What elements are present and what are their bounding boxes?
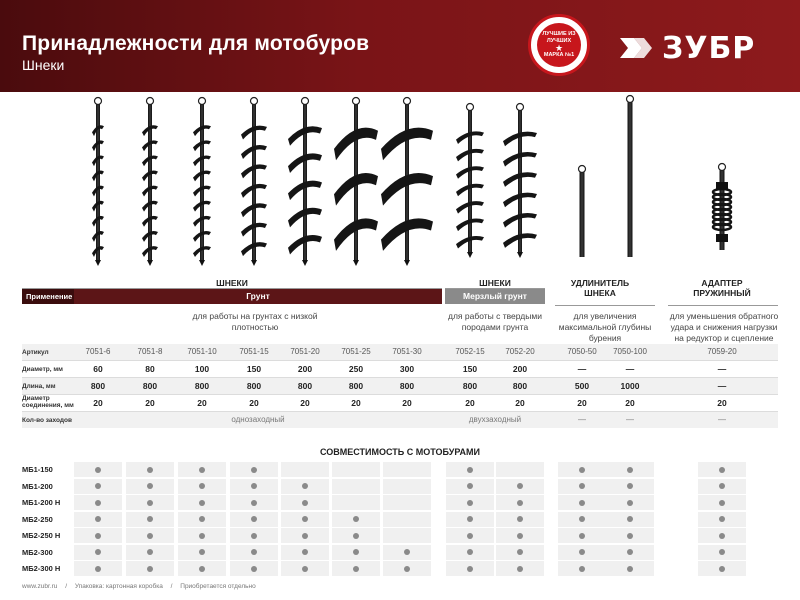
spec-cell-conn: 20 xyxy=(145,398,155,408)
spec-cell-starts: — xyxy=(578,415,586,424)
compat-dot xyxy=(467,549,473,555)
compat-dot xyxy=(467,566,473,572)
compat-dot xyxy=(95,533,101,539)
spec-cell-conn: 20 xyxy=(465,398,475,408)
compat-dot xyxy=(404,549,410,555)
extension-image-7050-100 xyxy=(627,96,634,258)
header-banner xyxy=(0,0,800,92)
spec-cell-starts: — xyxy=(718,415,726,424)
compat-cell xyxy=(281,462,329,477)
section-title-adapter: АДАПТЕР ПРУЖИННЫЙ xyxy=(693,278,751,298)
compat-dot xyxy=(251,566,257,572)
compat-dot xyxy=(95,467,101,473)
page-subtitle: Шнеки xyxy=(22,57,65,73)
compat-dot xyxy=(517,483,523,489)
spec-cell-conn: 20 xyxy=(625,398,635,408)
compat-dot xyxy=(719,483,725,489)
spec-cell-article: 7050-100 xyxy=(613,347,647,356)
compat-dot xyxy=(251,533,257,539)
compat-dot xyxy=(95,500,101,506)
footer: www.zubr.ru / Упаковка: картонная коробка / Приобретается отдельно xyxy=(22,583,256,590)
spec-cell-length: 500 xyxy=(574,381,590,391)
spec-cell-article: 7059-20 xyxy=(707,347,737,356)
spec-cell-diameter: 250 xyxy=(348,364,364,374)
compat-dot xyxy=(467,483,473,489)
section-title-augers-frozen: ШНЕКИ xyxy=(479,278,511,288)
compat-dot xyxy=(251,467,257,473)
compat-dot xyxy=(404,566,410,572)
compat-cell xyxy=(332,495,380,510)
spec-cell-conn: 20 xyxy=(717,398,727,408)
spec-row-label: Артикул xyxy=(22,349,49,356)
spec-cell-diameter: — xyxy=(717,364,727,374)
compat-dot xyxy=(719,533,725,539)
compat-dot xyxy=(627,500,633,506)
spec-row-label: Диаметр соединения, мм xyxy=(22,395,74,409)
desc-frozen: для работы с твердыми породами грунта xyxy=(448,311,542,332)
spec-row-label: Диаметр, мм xyxy=(22,366,63,373)
auger-image-7051-25 xyxy=(334,98,378,267)
compat-dot xyxy=(719,516,725,522)
compat-dot xyxy=(467,516,473,522)
spec-cell-article: 7051-8 xyxy=(137,347,163,356)
compat-dot xyxy=(95,483,101,489)
spec-cell-length: 800 xyxy=(462,381,478,391)
spec-cell-length: 800 xyxy=(142,381,158,391)
auger-image-7051-15 xyxy=(241,98,267,267)
compat-dot xyxy=(251,500,257,506)
spec-cell-article: 7051-15 xyxy=(239,347,269,356)
compat-dot xyxy=(95,516,101,522)
spec-cell-length: 800 xyxy=(348,381,364,391)
compat-dot xyxy=(719,500,725,506)
compat-dot xyxy=(353,516,359,522)
compat-dot xyxy=(627,516,633,522)
compat-dot xyxy=(147,566,153,572)
section-title-augers: ШНЕКИ xyxy=(216,278,248,288)
spec-cell-diameter: — xyxy=(625,364,635,374)
desc-soil: для работы на грунтах с низкой плотностью xyxy=(192,311,318,332)
brand-name: ЗУБР xyxy=(662,30,756,66)
spec-cell-conn: 20 xyxy=(197,398,207,408)
compat-dot xyxy=(719,566,725,572)
spec-cell-starts: — xyxy=(626,415,634,424)
compat-dot xyxy=(627,549,633,555)
spec-cell-article: 7052-15 xyxy=(455,347,485,356)
spec-cell-length: 800 xyxy=(246,381,262,391)
compat-dot xyxy=(517,566,523,572)
spec-row-label: Кол-во заходов xyxy=(22,417,72,424)
footer-packaging: Упаковка: картонная коробка xyxy=(74,583,163,590)
compat-dot xyxy=(147,549,153,555)
compat-dot xyxy=(517,533,523,539)
spec-cell-conn: 20 xyxy=(577,398,587,408)
compat-cell xyxy=(383,528,431,543)
compat-model-label: МБ1-200 xyxy=(22,481,53,491)
application-frozen-bar: Мерзлый грунт xyxy=(445,289,545,304)
compat-dot xyxy=(302,549,308,555)
footer-site[interactable]: www.zubr.ru xyxy=(22,583,58,590)
compat-cell xyxy=(383,512,431,527)
spec-cell-length: 800 xyxy=(90,381,106,391)
compat-cell xyxy=(383,495,431,510)
page-title: Принадлежности для мотобуров xyxy=(22,32,370,55)
compat-dot xyxy=(353,566,359,572)
spec-cell-diameter: 300 xyxy=(399,364,415,374)
spec-cell-length: 1000 xyxy=(620,381,640,391)
compat-dot xyxy=(627,467,633,473)
compat-dot xyxy=(251,483,257,489)
compat-dot xyxy=(719,467,725,473)
auger-images xyxy=(92,96,731,267)
extension-image-7050-50 xyxy=(579,166,586,258)
compat-model-label: МБ2-300 Н xyxy=(22,564,61,573)
compat-dot xyxy=(467,467,473,473)
compat-dot xyxy=(199,500,205,506)
spec-cell-conn: 20 xyxy=(249,398,259,408)
compat-cell xyxy=(496,462,544,477)
compat-model-label: МБ2-250 Н xyxy=(22,531,61,540)
auger-image-7051-8 xyxy=(142,98,158,267)
compat-dot xyxy=(302,533,308,539)
compat-model-label: МБ2-250 xyxy=(22,514,53,524)
compat-dot xyxy=(199,566,205,572)
brand-arrows-icon xyxy=(620,35,654,61)
compat-dot xyxy=(579,549,585,555)
compat-dot xyxy=(199,483,205,489)
compat-dot xyxy=(467,533,473,539)
compat-dot xyxy=(627,533,633,539)
compat-dot xyxy=(147,533,153,539)
compat-dot xyxy=(579,500,585,506)
compat-cell xyxy=(332,462,380,477)
auger-image-7051-6 xyxy=(92,98,104,267)
product-images xyxy=(0,92,800,272)
desc-adapter: для уменьшения обратного удара и снижения нагрузки на редуктор и сцепление xyxy=(669,311,779,343)
footer-sold-separately: Приобретается отдельно xyxy=(180,583,256,590)
compat-dot xyxy=(353,549,359,555)
spec-cell-conn: 20 xyxy=(402,398,412,408)
compat-dot xyxy=(199,549,205,555)
compat-model-label: МБ1-200 Н xyxy=(22,498,61,507)
spec-cell-conn: 20 xyxy=(93,398,103,408)
compat-model-label: МБ1-150 xyxy=(22,465,53,474)
compat-dot xyxy=(147,500,153,506)
spec-cell-diameter: 200 xyxy=(297,364,313,374)
compat-dot xyxy=(579,483,585,489)
spec-cell-diameter: 150 xyxy=(246,364,262,374)
spec-cell-diameter: 100 xyxy=(194,364,210,374)
compat-cell xyxy=(332,479,380,494)
spec-cell-diameter: 150 xyxy=(462,364,478,374)
compat-dot xyxy=(199,533,205,539)
compat-dot xyxy=(579,467,585,473)
spec-cell-article: 7050-50 xyxy=(567,347,597,356)
compat-dot xyxy=(147,483,153,489)
compat-dot xyxy=(251,549,257,555)
spec-cell-diameter: 80 xyxy=(145,364,155,374)
spec-cell-starts: однозаходный xyxy=(231,415,285,424)
section-title-extension: УДЛИНИТЕЛЬ ШНЕКА xyxy=(570,278,630,298)
compat-dot xyxy=(199,467,205,473)
spec-cell-diameter: 200 xyxy=(512,364,528,374)
compat-dot xyxy=(95,549,101,555)
compat-dot xyxy=(353,533,359,539)
spec-cell-conn: 20 xyxy=(515,398,525,408)
auger-image-7051-10 xyxy=(193,98,211,267)
spec-cell-length: — xyxy=(717,381,727,391)
spec-cell-article: 7051-6 xyxy=(85,347,111,356)
spec-cell-length: 800 xyxy=(399,381,415,391)
compat-dot xyxy=(302,483,308,489)
spec-cell-conn: 20 xyxy=(300,398,310,408)
compat-dot xyxy=(579,533,585,539)
spec-cell-article: 7051-10 xyxy=(187,347,217,356)
compat-dot xyxy=(199,516,205,522)
compat-dot xyxy=(579,516,585,522)
compat-dot xyxy=(467,500,473,506)
spec-cell-diameter: 60 xyxy=(93,364,103,374)
compat-model-label: МБ2-300 xyxy=(22,547,53,557)
compat-title: СОВМЕСТИМОСТЬ С МОТОБУРАМИ xyxy=(319,447,481,457)
application-soil-bar: Грунт xyxy=(74,289,442,304)
desc-extension: для увеличения максимальной глубины бурения xyxy=(558,311,652,343)
spec-cell-starts: двухзаходный xyxy=(468,415,522,424)
compat-dot xyxy=(627,483,633,489)
adapter-image-7059-20 xyxy=(713,164,731,251)
compat-cell xyxy=(383,479,431,494)
spec-cell-conn: 20 xyxy=(351,398,361,408)
compat-dot xyxy=(517,516,523,522)
spec-cell-diameter: — xyxy=(577,364,587,374)
spec-cell-length: 800 xyxy=(297,381,313,391)
spec-row-label: Длина, мм xyxy=(22,383,56,390)
compat-dot xyxy=(147,516,153,522)
spec-cell-article: 7051-20 xyxy=(290,347,320,356)
compat-dot xyxy=(302,516,308,522)
spec-cell-length: 800 xyxy=(512,381,528,391)
compat-dot xyxy=(302,566,308,572)
spec-cell-article: 7051-30 xyxy=(392,347,422,356)
compat-dot xyxy=(517,500,523,506)
compat-dot xyxy=(627,566,633,572)
spec-cell-article: 7051-25 xyxy=(341,347,371,356)
compat-cell xyxy=(383,462,431,477)
auger-image-7051-30 xyxy=(381,98,433,267)
compat-dot xyxy=(517,549,523,555)
auger-image-7052-20 xyxy=(503,104,537,259)
compat-dot xyxy=(147,467,153,473)
compat-dot xyxy=(95,566,101,572)
application-label: Применение xyxy=(22,289,74,304)
auger-image-7052-15 xyxy=(456,104,484,259)
compat-dot xyxy=(719,549,725,555)
spec-cell-article: 7052-20 xyxy=(505,347,535,356)
brand-logo xyxy=(620,30,756,66)
spec-cell-length: 800 xyxy=(194,381,210,391)
compat-dot xyxy=(251,516,257,522)
compat-dot xyxy=(579,566,585,572)
compat-dot xyxy=(302,500,308,506)
auger-image-7051-20 xyxy=(288,98,322,267)
quality-seal-logo: ЛУЧШИЕ ИЗ ЛУЧШИХ ★ МАРКА №1 xyxy=(528,14,590,76)
